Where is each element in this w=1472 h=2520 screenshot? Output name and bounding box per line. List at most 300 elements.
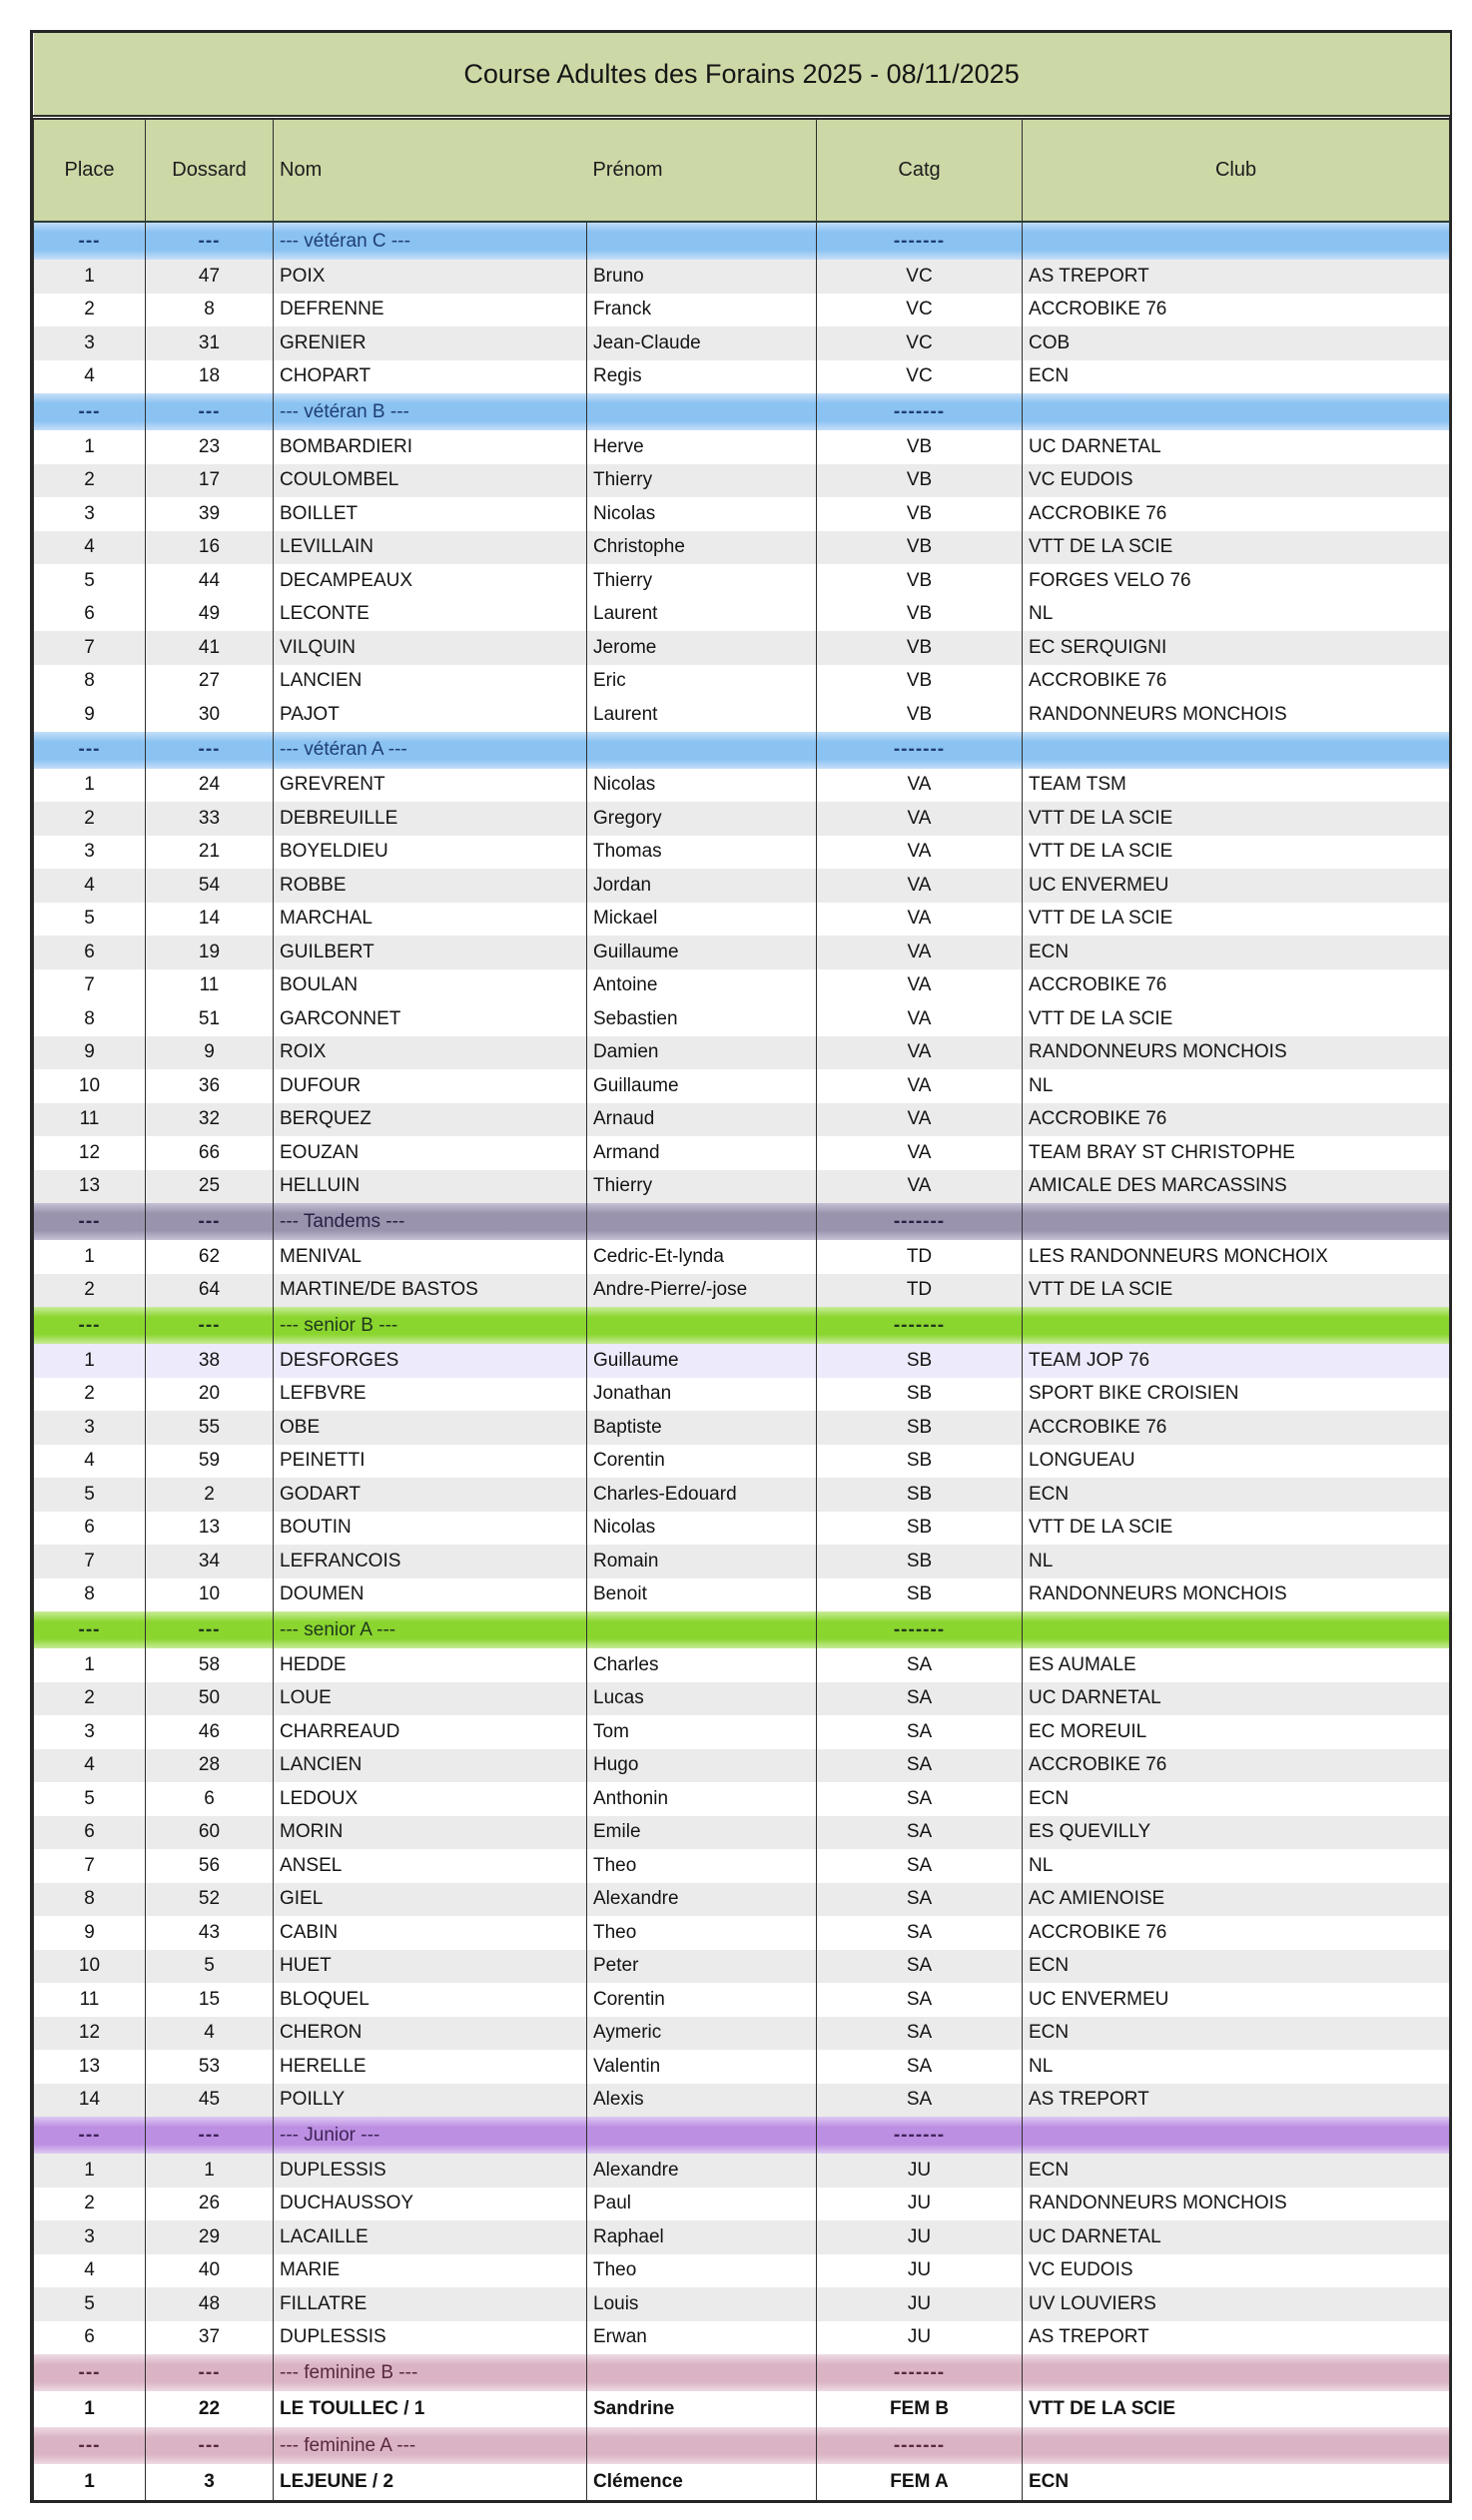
cell-place: 8 [34, 665, 146, 699]
cell-nom: BERQUEZ [274, 1103, 587, 1137]
section-place-dash: --- [34, 1611, 146, 1648]
cell-club: VTT DE LA SCIE [1023, 802, 1450, 836]
column-header-prenom: Prénom [587, 118, 817, 223]
cell-place: 8 [34, 1883, 146, 1917]
cell-prenom: Sebastien [587, 1002, 817, 1036]
cell-dossard: 29 [146, 2220, 274, 2254]
cell-prenom: Valentin [587, 2050, 817, 2084]
cell-club: ES QUEVILLY [1023, 1816, 1450, 1850]
cell-prenom: Armand [587, 1136, 817, 1170]
section-club-empty [1023, 1203, 1450, 1240]
cell-prenom: Romain [587, 1545, 817, 1578]
section-label: --- senior B --- [274, 1307, 587, 1344]
table-row [34, 2287, 1450, 2321]
cell-nom: DUPLESSIS [274, 2321, 587, 2355]
cell-prenom: Damien [587, 1036, 817, 1070]
cell-prenom: Peter [587, 1950, 817, 1984]
cell-prenom: Thomas [587, 836, 817, 870]
cell-dossard: 4 [146, 2017, 274, 2051]
table-row [34, 1274, 1450, 1308]
cell-catg: SB [817, 1512, 1023, 1546]
cell-nom: FILLATRE [274, 2287, 587, 2321]
cell-club: AC AMIENOISE [1023, 1883, 1450, 1917]
section-header-row [34, 1611, 1450, 1648]
cell-nom: DUPLESSIS [274, 2154, 587, 2188]
cell-place: 2 [34, 1682, 146, 1716]
cell-club: RANDONNEURS MONCHOIS [1023, 2188, 1450, 2221]
cell-nom: OBE [274, 1411, 587, 1445]
cell-catg: JU [817, 2188, 1023, 2221]
table-row [34, 2017, 1450, 2051]
cell-club: ECN [1023, 1478, 1450, 1512]
cell-dossard: 41 [146, 631, 274, 665]
cell-club: ACCROBIKE 76 [1023, 294, 1450, 327]
cell-prenom: Christophe [587, 531, 817, 565]
cell-catg: JU [817, 2154, 1023, 2188]
cell-nom: MARIE [274, 2254, 587, 2288]
cell-catg: VA [817, 769, 1023, 803]
section-header-row [34, 1307, 1450, 1344]
cell-dossard: 52 [146, 1883, 274, 1917]
cell-catg: SB [817, 1378, 1023, 1412]
section-prenom-empty [587, 1307, 817, 1344]
cell-dossard: 6 [146, 1782, 274, 1816]
cell-dossard: 40 [146, 2254, 274, 2288]
cell-place: 6 [34, 2321, 146, 2355]
table-row [34, 2254, 1450, 2288]
table-row [34, 1648, 1450, 1682]
section-dossard-dash: --- [146, 1611, 274, 1648]
cell-catg: VC [817, 360, 1023, 394]
cell-prenom: Clémence [587, 2464, 817, 2500]
cell-dossard: 39 [146, 497, 274, 531]
cell-club: UC DARNETAL [1023, 2220, 1450, 2254]
cell-catg: VC [817, 260, 1023, 294]
section-label: --- Tandems --- [274, 1203, 587, 1240]
cell-prenom: Jordan [587, 869, 817, 903]
cell-dossard: 33 [146, 802, 274, 836]
section-place-dash: --- [34, 393, 146, 430]
cell-catg: SB [817, 1578, 1023, 1612]
cell-nom: LEDOUX [274, 1782, 587, 1816]
table-row [34, 769, 1450, 803]
table-row [34, 464, 1450, 498]
section-label: --- Junior --- [274, 2117, 587, 2154]
cell-dossard: 46 [146, 1715, 274, 1749]
cell-prenom: Cedric-Et-lynda [587, 1240, 817, 1274]
table-row [34, 2464, 1450, 2500]
section-label: --- vétéran B --- [274, 393, 587, 430]
cell-place: 7 [34, 631, 146, 665]
table-row [34, 1344, 1450, 1378]
cell-club: ECN [1023, 360, 1450, 394]
cell-dossard: 49 [146, 598, 274, 632]
cell-nom: BOMBARDIERI [274, 430, 587, 464]
cell-place: 4 [34, 869, 146, 903]
cell-dossard: 24 [146, 769, 274, 803]
cell-dossard: 36 [146, 1069, 274, 1103]
cell-dossard: 9 [146, 1036, 274, 1070]
section-prenom-empty [587, 2117, 817, 2154]
cell-place: 1 [34, 2154, 146, 2188]
cell-club: COB [1023, 326, 1450, 360]
cell-catg: SA [817, 1816, 1023, 1850]
section-catg-dash: ------- [817, 393, 1023, 430]
section-catg-dash: ------- [817, 1611, 1023, 1648]
cell-club: SPORT BIKE CROISIEN [1023, 1378, 1450, 1412]
column-header-row [34, 118, 1450, 223]
cell-club: UC ENVERMEU [1023, 869, 1450, 903]
section-header-row [34, 2427, 1450, 2464]
cell-place: 10 [34, 1950, 146, 1984]
cell-nom: GREVRENT [274, 769, 587, 803]
table-row [34, 430, 1450, 464]
cell-place: 11 [34, 1983, 146, 2017]
cell-dossard: 13 [146, 1512, 274, 1546]
cell-place: 4 [34, 1749, 146, 1783]
table-row [34, 1715, 1450, 1749]
cell-place: 6 [34, 936, 146, 969]
section-dossard-dash: --- [146, 393, 274, 430]
cell-place: 6 [34, 1816, 146, 1850]
table-row [34, 1545, 1450, 1578]
cell-place: 4 [34, 531, 146, 565]
table-row [34, 1816, 1450, 1850]
section-catg-dash: ------- [817, 2117, 1023, 2154]
cell-catg: JU [817, 2254, 1023, 2288]
cell-prenom: Charles-Edouard [587, 1478, 817, 1512]
cell-dossard: 37 [146, 2321, 274, 2355]
cell-catg: SA [817, 1849, 1023, 1883]
cell-dossard: 62 [146, 1240, 274, 1274]
cell-dossard: 38 [146, 1344, 274, 1378]
table-row [34, 1036, 1450, 1070]
cell-nom: DEBREUILLE [274, 802, 587, 836]
section-prenom-empty [587, 732, 817, 769]
section-catg-dash: ------- [817, 1203, 1023, 1240]
cell-place: 2 [34, 2188, 146, 2221]
cell-prenom: Emile [587, 1816, 817, 1850]
column-header-nom: Nom [274, 118, 587, 223]
table-row [34, 598, 1450, 632]
cell-nom: MARCHAL [274, 903, 587, 937]
cell-nom: HEDDE [274, 1648, 587, 1682]
cell-dossard: 27 [146, 665, 274, 699]
cell-nom: GRENIER [274, 326, 587, 360]
cell-catg: FEM A [817, 2464, 1023, 2500]
table-row [34, 936, 1450, 969]
cell-catg: SA [817, 2017, 1023, 2051]
cell-club: ECN [1023, 2017, 1450, 2051]
table-row [34, 869, 1450, 903]
cell-place: 3 [34, 326, 146, 360]
table-row [34, 2084, 1450, 2118]
cell-prenom: Alexandre [587, 2154, 817, 2188]
cell-prenom: Andre-Pierre/-jose [587, 1274, 817, 1308]
table-row [34, 260, 1450, 294]
cell-nom: ROIX [274, 1036, 587, 1070]
table-row [34, 2321, 1450, 2355]
cell-nom: EOUZAN [274, 1136, 587, 1170]
cell-club: EC SERQUIGNI [1023, 631, 1450, 665]
section-dossard-dash: --- [146, 1203, 274, 1240]
cell-dossard: 51 [146, 1002, 274, 1036]
table-row [34, 2188, 1450, 2221]
cell-prenom: Thierry [587, 464, 817, 498]
table-row [34, 1749, 1450, 1783]
cell-catg: VA [817, 1136, 1023, 1170]
cell-dossard: 28 [146, 1749, 274, 1783]
results-table [33, 33, 1450, 2500]
cell-nom: CHOPART [274, 360, 587, 394]
cell-dossard: 43 [146, 1916, 274, 1950]
cell-nom: GUILBERT [274, 936, 587, 969]
section-label: --- senior A --- [274, 1611, 587, 1648]
cell-prenom: Benoit [587, 1578, 817, 1612]
section-club-empty [1023, 2117, 1450, 2154]
cell-place: 5 [34, 564, 146, 598]
cell-catg: VC [817, 326, 1023, 360]
table-row [34, 1103, 1450, 1137]
cell-prenom: Arnaud [587, 1103, 817, 1137]
cell-nom: BOILLET [274, 497, 587, 531]
cell-nom: LECONTE [274, 598, 587, 632]
table-row [34, 531, 1450, 565]
cell-prenom: Laurent [587, 698, 817, 732]
cell-dossard: 55 [146, 1411, 274, 1445]
cell-dossard: 56 [146, 1849, 274, 1883]
section-catg-dash: ------- [817, 2354, 1023, 2391]
section-dossard-dash: --- [146, 732, 274, 769]
section-label: --- vétéran C --- [274, 222, 587, 260]
cell-club: ECN [1023, 936, 1450, 969]
column-header-club: Club [1023, 118, 1450, 223]
cell-place: 3 [34, 2220, 146, 2254]
section-catg-dash: ------- [817, 2427, 1023, 2464]
cell-prenom: Theo [587, 1849, 817, 1883]
cell-catg: VA [817, 836, 1023, 870]
cell-club: EC MOREUIL [1023, 1715, 1450, 1749]
cell-place: 1 [34, 1344, 146, 1378]
cell-place: 1 [34, 1648, 146, 1682]
cell-catg: JU [817, 2287, 1023, 2321]
section-place-dash: --- [34, 222, 146, 260]
section-club-empty [1023, 1307, 1450, 1344]
cell-club: VTT DE LA SCIE [1023, 903, 1450, 937]
cell-nom: PAJOT [274, 698, 587, 732]
cell-dossard: 17 [146, 464, 274, 498]
cell-prenom: Bruno [587, 260, 817, 294]
table-row [34, 497, 1450, 531]
cell-place: 2 [34, 1378, 146, 1412]
section-catg-dash: ------- [817, 222, 1023, 260]
cell-dossard: 22 [146, 2391, 274, 2427]
cell-place: 1 [34, 2464, 146, 2500]
cell-place: 7 [34, 1545, 146, 1578]
section-place-dash: --- [34, 2354, 146, 2391]
cell-prenom: Anthonin [587, 1782, 817, 1816]
cell-catg: VB [817, 464, 1023, 498]
cell-place: 2 [34, 294, 146, 327]
cell-catg: FEM B [817, 2391, 1023, 2427]
cell-nom: ANSEL [274, 1849, 587, 1883]
table-row [34, 1512, 1450, 1546]
cell-prenom: Guillaume [587, 936, 817, 969]
cell-prenom: Antoine [587, 969, 817, 1003]
cell-club: RANDONNEURS MONCHOIS [1023, 698, 1450, 732]
cell-place: 2 [34, 1274, 146, 1308]
cell-prenom: Eric [587, 665, 817, 699]
cell-dossard: 66 [146, 1136, 274, 1170]
cell-club: TEAM BRAY ST CHRISTOPHE [1023, 1136, 1450, 1170]
table-row [34, 1069, 1450, 1103]
cell-dossard: 45 [146, 2084, 274, 2118]
section-club-empty [1023, 1611, 1450, 1648]
cell-prenom: Paul [587, 2188, 817, 2221]
section-club-empty [1023, 732, 1450, 769]
cell-club: TEAM JOP 76 [1023, 1344, 1450, 1378]
cell-catg: TD [817, 1274, 1023, 1308]
section-place-dash: --- [34, 1307, 146, 1344]
cell-place: 10 [34, 1069, 146, 1103]
cell-dossard: 2 [146, 1478, 274, 1512]
cell-club: ECN [1023, 1950, 1450, 1984]
cell-catg: VA [817, 1036, 1023, 1070]
table-row [34, 1983, 1450, 2017]
cell-nom: POIX [274, 260, 587, 294]
cell-prenom: Jean-Claude [587, 326, 817, 360]
cell-dossard: 20 [146, 1378, 274, 1412]
cell-club: RANDONNEURS MONCHOIS [1023, 1036, 1450, 1070]
cell-nom: CHARREAUD [274, 1715, 587, 1749]
table-row [34, 564, 1450, 598]
table-row [34, 631, 1450, 665]
cell-club: VTT DE LA SCIE [1023, 1512, 1450, 1546]
cell-nom: POILLY [274, 2084, 587, 2118]
cell-place: 3 [34, 1411, 146, 1445]
section-dossard-dash: --- [146, 2354, 274, 2391]
section-header-row [34, 222, 1450, 260]
cell-place: 14 [34, 2084, 146, 2118]
cell-club: ACCROBIKE 76 [1023, 1749, 1450, 1783]
cell-prenom: Charles [587, 1648, 817, 1682]
section-prenom-empty [587, 2427, 817, 2464]
table-row [34, 294, 1450, 327]
cell-nom: BOYELDIEU [274, 836, 587, 870]
cell-club: VTT DE LA SCIE [1023, 531, 1450, 565]
section-label: --- feminine B --- [274, 2354, 587, 2391]
cell-place: 9 [34, 698, 146, 732]
cell-club: ACCROBIKE 76 [1023, 665, 1450, 699]
cell-catg: SB [817, 1545, 1023, 1578]
section-dossard-dash: --- [146, 2117, 274, 2154]
cell-place: 2 [34, 464, 146, 498]
section-prenom-empty [587, 393, 817, 430]
cell-catg: VA [817, 1170, 1023, 1204]
cell-nom: LE TOULLEC / 1 [274, 2391, 587, 2427]
results-sheet [30, 30, 1452, 2503]
cell-nom: BLOQUEL [274, 1983, 587, 2017]
section-header-row [34, 2354, 1450, 2391]
cell-nom: LEVILLAIN [274, 531, 587, 565]
cell-catg: SA [817, 1883, 1023, 1917]
cell-nom: LEFRANCOIS [274, 1545, 587, 1578]
cell-dossard: 31 [146, 326, 274, 360]
table-row [34, 903, 1450, 937]
cell-prenom: Hugo [587, 1749, 817, 1783]
cell-nom: VILQUIN [274, 631, 587, 665]
cell-dossard: 44 [146, 564, 274, 598]
cell-prenom: Mickael [587, 903, 817, 937]
cell-dossard: 5 [146, 1950, 274, 1984]
cell-dossard: 48 [146, 2287, 274, 2321]
cell-place: 3 [34, 1715, 146, 1749]
cell-dossard: 1 [146, 2154, 274, 2188]
cell-prenom: Franck [587, 294, 817, 327]
section-prenom-empty [587, 222, 817, 260]
cell-catg: VB [817, 598, 1023, 632]
cell-nom: LACAILLE [274, 2220, 587, 2254]
cell-nom: GARCONNET [274, 1002, 587, 1036]
table-row [34, 1883, 1450, 1917]
cell-dossard: 32 [146, 1103, 274, 1137]
cell-prenom: Nicolas [587, 769, 817, 803]
cell-prenom: Thierry [587, 1170, 817, 1204]
cell-catg: SB [817, 1478, 1023, 1512]
cell-catg: VB [817, 698, 1023, 732]
cell-nom: DESFORGES [274, 1344, 587, 1378]
cell-prenom: Nicolas [587, 497, 817, 531]
cell-nom: LEFBVRE [274, 1378, 587, 1412]
cell-dossard: 16 [146, 531, 274, 565]
section-club-empty [1023, 2354, 1450, 2391]
cell-catg: VB [817, 531, 1023, 565]
cell-club: VC EUDOIS [1023, 2254, 1450, 2288]
cell-prenom: Herve [587, 430, 817, 464]
cell-club: VTT DE LA SCIE [1023, 836, 1450, 870]
section-place-dash: --- [34, 1203, 146, 1240]
section-prenom-empty [587, 2354, 817, 2391]
cell-catg: SA [817, 1983, 1023, 2017]
table-row [34, 1170, 1450, 1204]
cell-catg: VA [817, 1069, 1023, 1103]
cell-place: 3 [34, 836, 146, 870]
column-header-dossard: Dossard [146, 118, 274, 223]
cell-prenom: Alexis [587, 2084, 817, 2118]
cell-catg: VA [817, 1103, 1023, 1137]
cell-dossard: 23 [146, 430, 274, 464]
cell-dossard: 54 [146, 869, 274, 903]
table-row [34, 1002, 1450, 1036]
cell-place: 1 [34, 430, 146, 464]
section-header-row [34, 732, 1450, 769]
table-row [34, 1445, 1450, 1479]
cell-prenom: Raphael [587, 2220, 817, 2254]
table-row [34, 2154, 1450, 2188]
cell-place: 11 [34, 1103, 146, 1137]
cell-prenom: Tom [587, 1715, 817, 1749]
cell-catg: SA [817, 1950, 1023, 1984]
cell-club: NL [1023, 1069, 1450, 1103]
cell-dossard: 64 [146, 1274, 274, 1308]
cell-club: ECN [1023, 2154, 1450, 2188]
column-header-place: Place [34, 118, 146, 223]
cell-place: 12 [34, 2017, 146, 2051]
section-dossard-dash: --- [146, 222, 274, 260]
table-row [34, 1916, 1450, 1950]
cell-place: 5 [34, 1478, 146, 1512]
cell-nom: GIEL [274, 1883, 587, 1917]
